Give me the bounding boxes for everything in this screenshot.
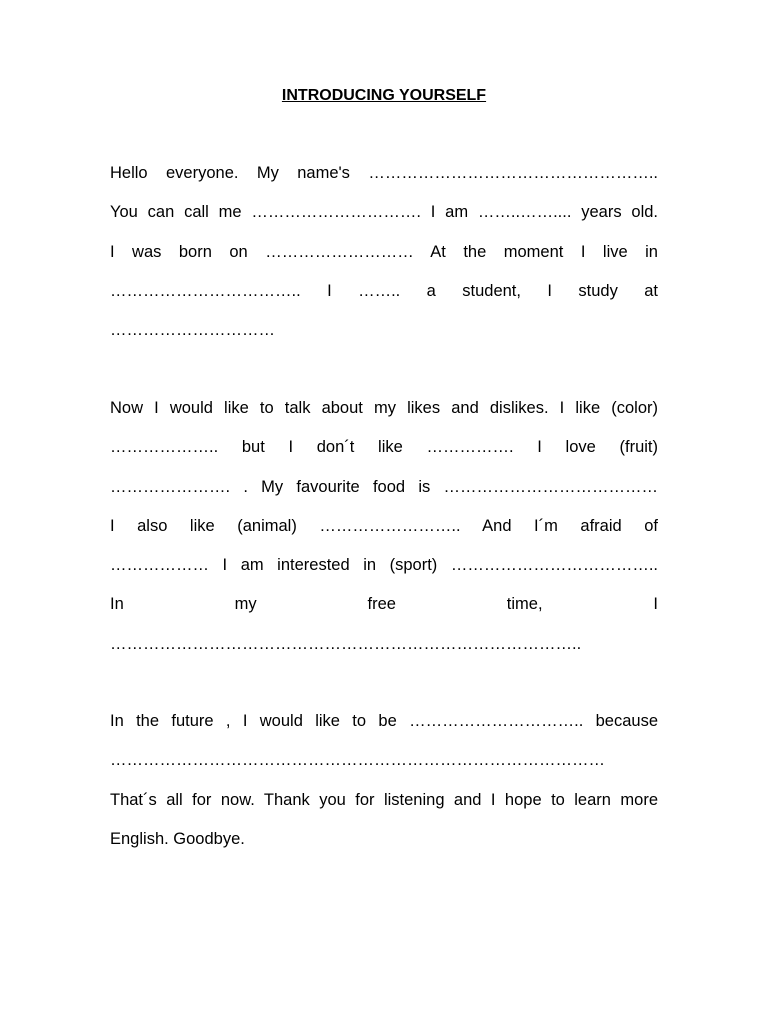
text-line: In the future , I would like to be ………………………….. because <box>110 712 658 730</box>
text-line: ………………………………………………………………………….. <box>110 634 582 653</box>
text-line: I also like (animal) …………………….. And I´m afraid of <box>110 516 658 535</box>
text-line: ……………….. but I don´t like ……………. I love (fruit) <box>110 438 658 457</box>
text-line: In my free time, I <box>110 595 658 614</box>
text-line: You can call me …………………………. I am ……..…….... years old. <box>110 203 658 222</box>
document-title: INTRODUCING YOURSELF <box>281 87 487 104</box>
text-line: Hello everyone. My name's …………………………………………….. <box>110 164 658 182</box>
text-line: English. Goodbye. <box>110 829 245 848</box>
text-line: ………………………… <box>110 321 275 340</box>
paragraph-future <box>110 702 658 859</box>
text-line: …………………………….. I …….. a student, I study at <box>110 281 658 300</box>
text-line: I was born on ……………………… At the moment I live in <box>110 242 658 261</box>
text-line: ……………………………………………………………………………… <box>110 751 605 770</box>
text-line: That´s all for now. Thank you for listening and I hope to learn more <box>110 790 658 809</box>
text-line: Now I would like to talk about my likes and dislikes. I like (color) <box>110 399 658 417</box>
paragraph-introduction <box>110 154 658 350</box>
text-line: …………………. . My favourite food is ………………………………… <box>110 477 658 496</box>
paragraph-likes-dislikes <box>110 389 658 664</box>
text-line: ……………… I am interested in (sport) ……………………………….. <box>110 556 658 575</box>
